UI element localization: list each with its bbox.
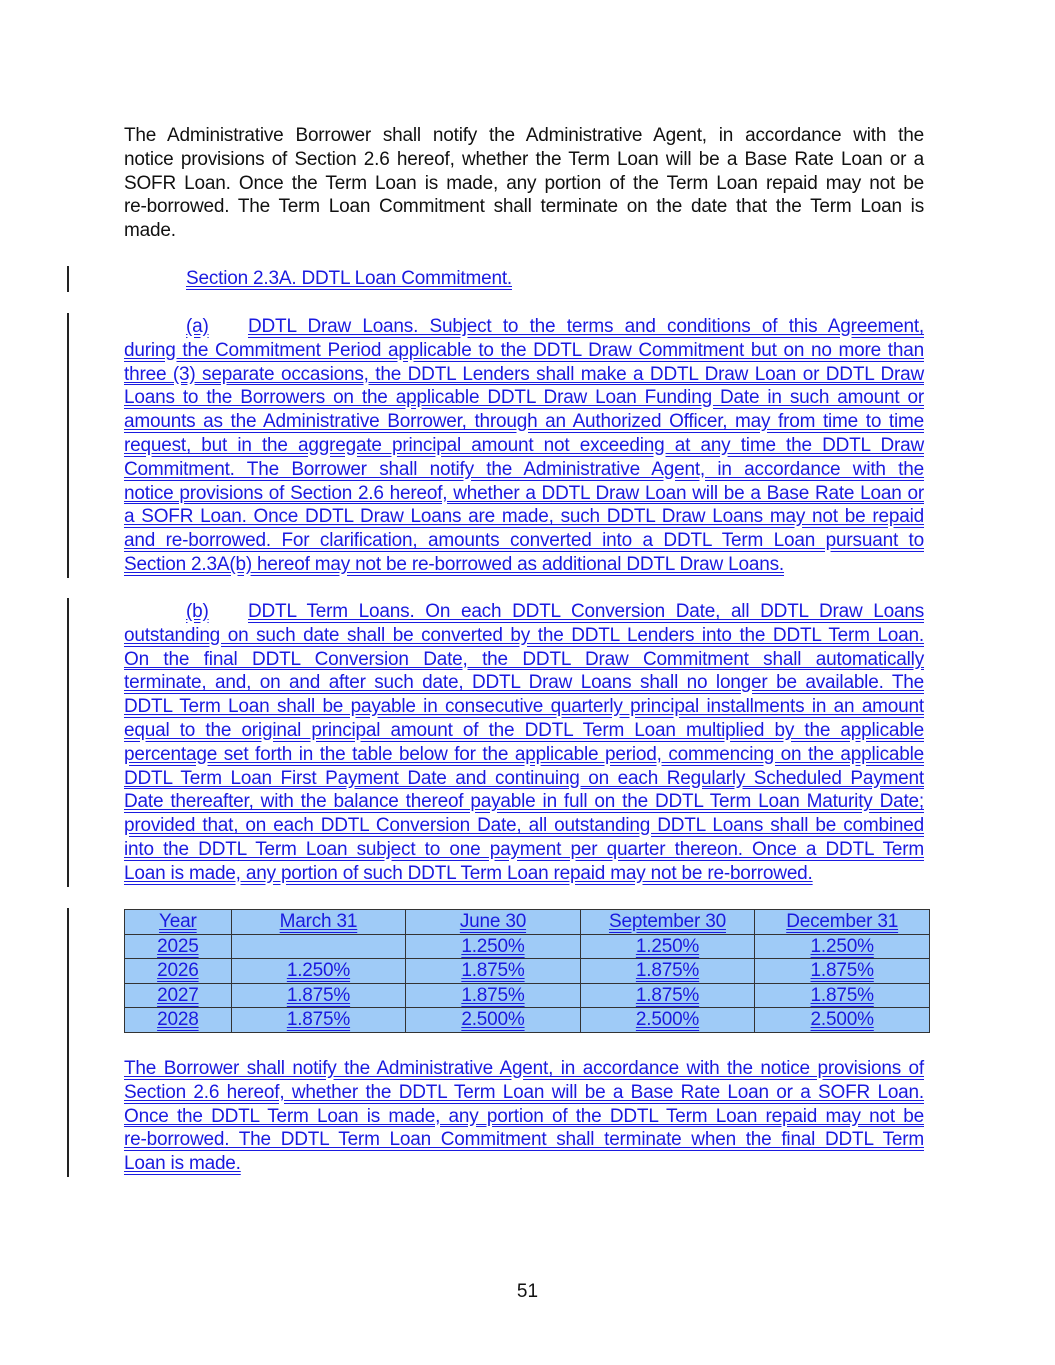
text-line: and re-borrowed. For clarification, amounts converted into a DDTL Term Loan pursuant to: [124, 530, 924, 552]
text-line: DDTL Term Loan shall be payable in consecutive quarterly principal installments in an amount: [124, 696, 924, 718]
change-bar: [67, 266, 69, 292]
text-line: The Borrower shall notify the Administrative Agent, in accordance with the notice provisions of: [124, 1058, 924, 1079]
table-cell: 1.250%: [635, 935, 700, 957]
table-cell: 2028: [157, 1009, 199, 1031]
text-line: Date thereafter, with the balance thereof payable in full on the DDTL Term Loan Maturity Date;: [124, 791, 924, 813]
payment-schedule-table: [124, 909, 930, 1033]
text-line: Loans to the Borrowers on the applicable DDTL Draw Loan Funding Date in such amount or: [124, 387, 924, 409]
table-header-cell: September 30: [609, 911, 726, 933]
text-line: made.: [124, 220, 176, 242]
table-row: [125, 1008, 930, 1033]
table-header-cell: December 31: [786, 911, 899, 933]
table-header-cell: March 31: [279, 911, 358, 933]
table-cell: 1.250%: [461, 935, 525, 957]
text-line: outstanding on such date shall be converted by the DDTL Lenders into the DDTL Term Loan.: [124, 624, 924, 646]
text-line: On the final DDTL Conversion Date, the DDTL Draw Commitment shall automatically: [124, 648, 924, 670]
text-line: SOFR Loan. Once the Term Loan is made, any portion of the Term Loan repaid may not be: [124, 172, 924, 194]
change-bar: [67, 1027, 69, 1177]
table-row: [125, 934, 930, 959]
text-line: Commitment. The Borrower shall notify the Administrative Agent, in accordance with the: [124, 458, 924, 480]
section-heading: [124, 267, 924, 291]
table-cell: 1.875%: [461, 960, 525, 982]
text-line: DDTL Term Loan First Payment Date and continuing on each Regularly Scheduled Payment: [124, 767, 924, 789]
table-cell: 2.500%: [635, 1009, 700, 1031]
table-cell: 2027: [157, 984, 199, 1006]
table-cell: 2025: [157, 935, 199, 957]
page-number: 51: [516, 1281, 539, 1302]
text-line: re-borrowed. The Term Loan Commitment shall terminate on the date that the Term Loan is: [124, 196, 924, 218]
table-header-cell: June 30: [459, 911, 527, 933]
table-row: [125, 983, 930, 1008]
text-line: Loan is made.: [124, 1153, 241, 1175]
table-cell: 1.875%: [635, 984, 700, 1006]
table-cell: 2.500%: [461, 1009, 525, 1031]
table-cell: 1.250%: [810, 935, 874, 957]
table-header-row: [125, 910, 930, 935]
change-bar: [67, 598, 69, 887]
text-line: Section 2.6 hereof, whether the DDTL Term Loan will be a Base Rate Loan or a SOFR Loan.: [124, 1081, 924, 1103]
text-line: amounts as the Administrative Borrower, through an Authorized Officer, may from time to time: [124, 411, 924, 433]
table-cell: 1.875%: [286, 984, 351, 1006]
subsection-b-label: (b): [186, 601, 209, 622]
subsection-a-label: (a): [186, 316, 209, 337]
text-line: DDTL Term Loans. On each DDTL Conversion Date, all DDTL Draw Loans: [248, 601, 924, 622]
table-cell: 2.500%: [810, 1009, 874, 1031]
table-cell: 1.875%: [810, 960, 874, 982]
text-line: request, but in the aggregate principal amount not exceeding at any time the DDTL Draw: [124, 434, 924, 456]
text-line: equal to the original principal amount of the DDTL Term Loan multiplied by the applicable: [124, 719, 924, 741]
table-cell: 1.875%: [461, 984, 525, 1006]
text-line: Section 2.3A(b) hereof may not be re-borrowed as additional DDTL Draw Loans.: [124, 553, 784, 575]
change-bar: [67, 908, 69, 1032]
table-row: [125, 959, 930, 984]
section-heading-text: Section 2.3A. DDTL Loan Commitment.: [186, 268, 512, 289]
closing-paragraph: [124, 1057, 924, 1176]
text-line: provided that, on each DDTL Conversion Date, all outstanding DDTL Loans shall be combined: [124, 815, 924, 837]
table-cell: 1.875%: [635, 960, 700, 982]
text-line: into the DDTL Term Loan subject to one payment per quarter thereon. Once a DDTL Term: [124, 838, 924, 860]
text-line: Once the DDTL Term Loan is made, any portion of the DDTL Term Loan repaid may not be: [124, 1105, 924, 1127]
table-cell: 1.875%: [810, 984, 874, 1006]
text-line: three (3) separate occasions, the DDTL Lenders shall make a DDTL Draw Loan or DDTL Draw: [124, 363, 924, 385]
table-cell: 1.875%: [286, 1009, 351, 1031]
subsection-a: [124, 315, 924, 577]
text-line: a SOFR Loan. Once DDTL Draw Loans are made, such DDTL Draw Loans may not be repaid: [124, 506, 924, 528]
table-cell: 1.250%: [286, 960, 351, 982]
text-line: notice provisions of Section 2.6 hereof, whether a DDTL Draw Loan will be a Base Rate Loan or: [124, 482, 924, 504]
text-line: DDTL Draw Loans. Subject to the terms and conditions of this Agreement,: [248, 316, 924, 337]
text-line: The Administrative Borrower shall notify the Administrative Agent, in accordance with the: [124, 125, 924, 146]
change-bar: [67, 313, 69, 578]
text-line: percentage set forth in the table below for the applicable period, commencing on the applicable: [124, 743, 924, 765]
text-line: re-borrowed. The DDTL Term Loan Commitment shall terminate when the final DDTL Term: [124, 1129, 924, 1151]
text-line: notice provisions of Section 2.6 hereof, whether the Term Loan will be a Base Rate Loan or a: [124, 148, 924, 170]
text-line: Loan is made, any portion of such DDTL Term Loan repaid may not be re-borrowed.: [124, 862, 813, 884]
table-cell: 2026: [157, 960, 199, 982]
intro-paragraph: [124, 124, 924, 243]
subsection-b: [124, 600, 924, 886]
text-line: during the Commitment Period applicable to the DDTL Draw Commitment but on no more than: [124, 339, 924, 361]
table-header-cell: Year: [159, 911, 197, 933]
text-line: terminate, and, on and after such date, DDTL Draw Loans shall no longer be available. The: [124, 672, 924, 694]
